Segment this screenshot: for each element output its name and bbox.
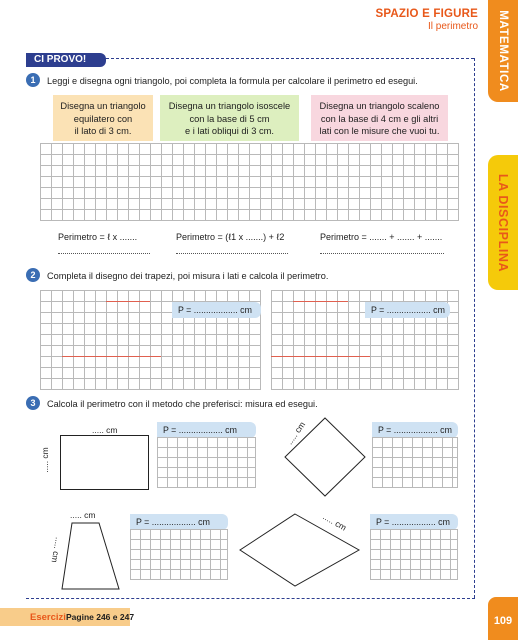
ci-provo-banner: CI PROVO! xyxy=(26,53,106,67)
perimeter-answer-rectangle[interactable]: P = .................. cm xyxy=(157,422,256,438)
perimeter-answer-rhombus[interactable]: P = .................. cm xyxy=(372,422,458,438)
exercise-2-number: 2 xyxy=(26,268,40,282)
section-tab-label: LA DISCIPLINA xyxy=(496,173,510,272)
footer-exercises-label: Esercizi xyxy=(30,612,66,623)
rectangle-shape xyxy=(60,435,149,490)
trapezoid-1-bottom-base xyxy=(62,356,161,357)
box-line: con la base di 4 cm e gli altri xyxy=(320,113,439,124)
calc-grid-rectangle[interactable] xyxy=(157,437,256,488)
rectangle-side-measure: ..... cm xyxy=(39,447,50,473)
exercise-3-instruction: Calcola il perimetro con il metodo che preferisci: misura ed esegui. xyxy=(47,399,318,409)
box-line: Disegna un triangolo scaleno xyxy=(319,101,440,111)
trapezoid-2-top-base xyxy=(293,301,348,302)
subject-tab xyxy=(488,0,518,102)
exercise-3-number: 3 xyxy=(26,396,40,410)
calc-grid-parallelogram[interactable] xyxy=(130,529,228,580)
formula-isosceles: Perimetro = (ℓ1 x .......) + ℓ2 xyxy=(176,232,285,242)
drawing-grid-triangles[interactable] xyxy=(40,143,459,221)
box-line: con la base di 5 cm xyxy=(189,113,270,124)
answer-line-1[interactable] xyxy=(58,253,150,254)
box-line: Disegna un triangolo xyxy=(60,101,146,111)
box-line: il lato di 3 cm. xyxy=(74,126,132,136)
perimeter-answer-trapezoid-2[interactable]: P = .................. cm xyxy=(365,302,450,318)
box-line: Disegna un triangolo isoscele xyxy=(168,101,291,111)
triangle-box-scalene xyxy=(311,95,448,141)
answer-line-3[interactable] xyxy=(320,253,444,254)
exercise-1-number: 1 xyxy=(26,73,40,87)
frame-right-border xyxy=(474,58,475,598)
trapezoid-2-bottom-base xyxy=(271,356,370,357)
calc-grid-kite[interactable] xyxy=(370,529,458,580)
section-title: SPAZIO E FIGURE xyxy=(375,8,478,20)
footer-pages-reference: Pagine 246 e 247 xyxy=(66,612,135,622)
parallelogram-shape xyxy=(54,518,126,594)
perimeter-answer-kite[interactable]: P = .................. cm xyxy=(370,514,458,530)
exercise-2-instruction: Completa il disegno dei trapezi, poi misura i lati e calcola il perimetro. xyxy=(47,271,329,281)
section-subtitle: Il perimetro xyxy=(427,21,478,32)
calc-grid-rhombus[interactable] xyxy=(372,437,458,488)
trapezoid-1-top-base xyxy=(106,301,150,302)
formula-equilateral: Perimetro = ℓ x ....... xyxy=(58,232,138,242)
triangle-box-equilateral xyxy=(53,95,153,141)
rhombus-side-measure: ..... cm xyxy=(284,419,308,447)
box-line: e i lati obliqui di 3 cm. xyxy=(185,126,274,136)
rectangle-top-measure: ..... cm xyxy=(92,425,118,435)
parallelogram-top-measure: ..... cm xyxy=(70,510,96,520)
page-header xyxy=(376,8,478,32)
frame-bottom-border xyxy=(26,598,475,599)
parallelogram-side-measure: ..... cm xyxy=(49,536,64,564)
subject-tab-label: MATEMATICA xyxy=(497,10,509,92)
page-number: 109 xyxy=(488,597,518,640)
box-line: equilatero con xyxy=(73,113,133,124)
perimeter-answer-parallelogram[interactable]: P = .................. cm xyxy=(130,514,228,530)
exercise-1-instruction: Leggi e disegna ogni triangolo, poi completa la formula per calcolare il perimetro ed esegui. xyxy=(47,76,418,86)
section-tab xyxy=(488,155,518,290)
perimeter-answer-trapezoid-1[interactable]: P = .................. cm xyxy=(172,302,261,318)
answer-line-2[interactable] xyxy=(176,253,288,254)
formula-scalene: Perimetro = ....... + ....... + ....... xyxy=(320,232,443,242)
kite-side-measure: ..... cm xyxy=(321,511,349,533)
triangle-box-isosceles xyxy=(160,95,299,141)
box-line: lati con le misure che vuoi tu. xyxy=(319,126,440,136)
